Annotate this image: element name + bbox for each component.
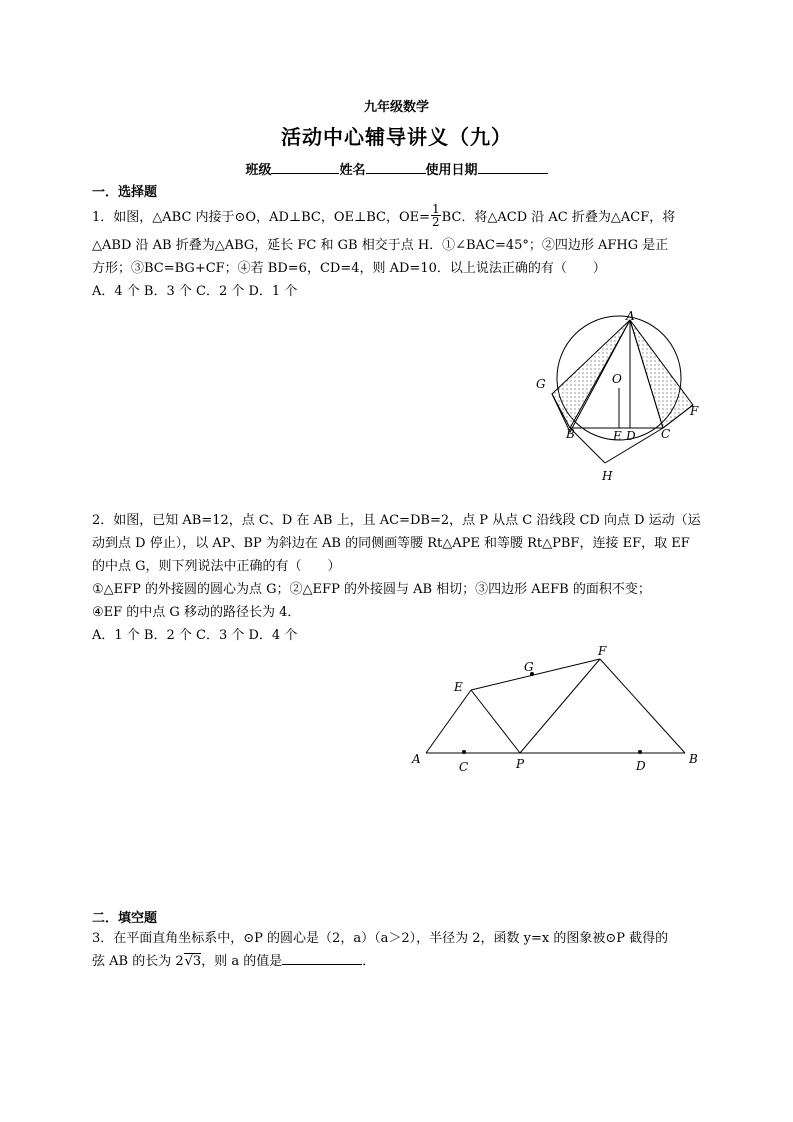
label-d: D	[626, 429, 636, 443]
segment-fb	[600, 659, 685, 753]
q3-text-end: ．	[362, 954, 376, 969]
q1-text-a: 1．如图，△ABC 内接于⊙O，AD⊥BC，OE⊥BC，OE=	[92, 210, 431, 225]
q3-line-2	[92, 950, 698, 973]
label-f: F	[598, 644, 607, 658]
q3-line-1: 3．在平面直角坐标系中，⊙P 的圆心是（2，a）（a＞2），半径为 2，函数 y=x 的图象被⊙P 截得的	[92, 931, 669, 946]
figure-1	[530, 308, 710, 488]
label-b: B	[566, 427, 575, 441]
label-c: C	[661, 427, 671, 441]
frac-numerator: 1	[432, 202, 440, 216]
date-blank	[478, 160, 548, 174]
label-o: O	[612, 372, 622, 386]
q2-line-2: 动到点 D 停止），以 AP、BP 为斜边在 AB 的同侧画等腰 Rt△APE 和等腰 Rt△PBF，连接 EF，取 EF	[92, 536, 690, 551]
q2-options: A．1 个 B．2 个 C．3 个 D．4 个	[92, 628, 298, 643]
q1-line-3: 方形；③BC=BG+CF；④若 BD=6，CD=4，则 AD=10．以上说法正确的有（ ）	[92, 261, 606, 276]
label-e: E	[613, 429, 622, 443]
figure-2	[408, 642, 708, 777]
class-blank	[271, 160, 339, 174]
segment-ep	[471, 690, 520, 753]
q3-text-a: 弦 AB 的长为 2	[92, 954, 184, 969]
section-choice-title: 一．选择题	[92, 185, 158, 200]
label-c: C	[459, 760, 469, 774]
question-1	[92, 202, 698, 303]
sqrt-value: 3	[192, 954, 202, 969]
label-g: G	[536, 377, 546, 391]
label-d: D	[636, 759, 646, 773]
label-g: G	[524, 660, 534, 674]
label-b: B	[689, 752, 698, 766]
info-line	[0, 159, 793, 178]
date-label: 使用日期	[425, 163, 478, 178]
section-fill-title: 二．填空题	[92, 911, 158, 926]
answer-blank[interactable]	[282, 951, 362, 965]
segment-bh	[570, 428, 605, 463]
page-title: 活动中心辅导讲义（九）	[281, 125, 512, 149]
q1-line-2: △ABD 沿 AB 折叠为△ABG，延长 FC 和 GB 相交于点 H．①∠BAC=45°；②四边形 AFHG 是正	[92, 238, 669, 253]
label-p: P	[516, 757, 525, 771]
q1-options: A．4 个 B．3 个 C．2 个 D．1 个	[92, 284, 298, 299]
frac-denominator: 2	[432, 215, 440, 229]
segment-ef	[471, 659, 600, 690]
q2-line-5: ④EF 的中点 G 移动的路径长为 4．	[92, 605, 301, 620]
subject-heading: 九年级数学	[363, 100, 429, 115]
label-h: H	[602, 469, 613, 483]
name-blank	[366, 160, 426, 174]
class-label: 班级	[245, 163, 272, 178]
label-a: A	[412, 752, 421, 766]
label-a: A	[626, 309, 635, 323]
segment-ae	[426, 690, 471, 753]
point-c	[462, 750, 466, 754]
q2-line-3: 的中点 G，则下列说法中正确的有（ ）	[92, 559, 341, 574]
q1-text-b: BC．将△ACD 沿 AC 折叠为△ACF，将	[441, 210, 676, 225]
question-2	[92, 509, 701, 647]
q2-line-4: ①△EFP 的外接圆的圆心为点 G；②△EFP 的外接圆与 AB 相切；③四边形 AEFB 的面积不变；	[92, 582, 651, 597]
point-d	[638, 750, 642, 754]
label-e: E	[454, 680, 463, 694]
q3-text-b: ，则 a 的值是	[201, 954, 283, 969]
q2-line-1: 2．如图，已知 AB=12，点 C、D 在 AB 上，且 AC=DB=2，点 P 从点 C 沿线段 CD 向点 D 运动（运	[92, 513, 701, 528]
sqrt-expr: √3	[184, 954, 202, 969]
question-3	[92, 927, 698, 973]
q1-line-1	[92, 202, 698, 230]
name-label: 姓名	[339, 163, 366, 178]
fraction-half	[431, 203, 441, 228]
label-f: F	[690, 404, 699, 418]
